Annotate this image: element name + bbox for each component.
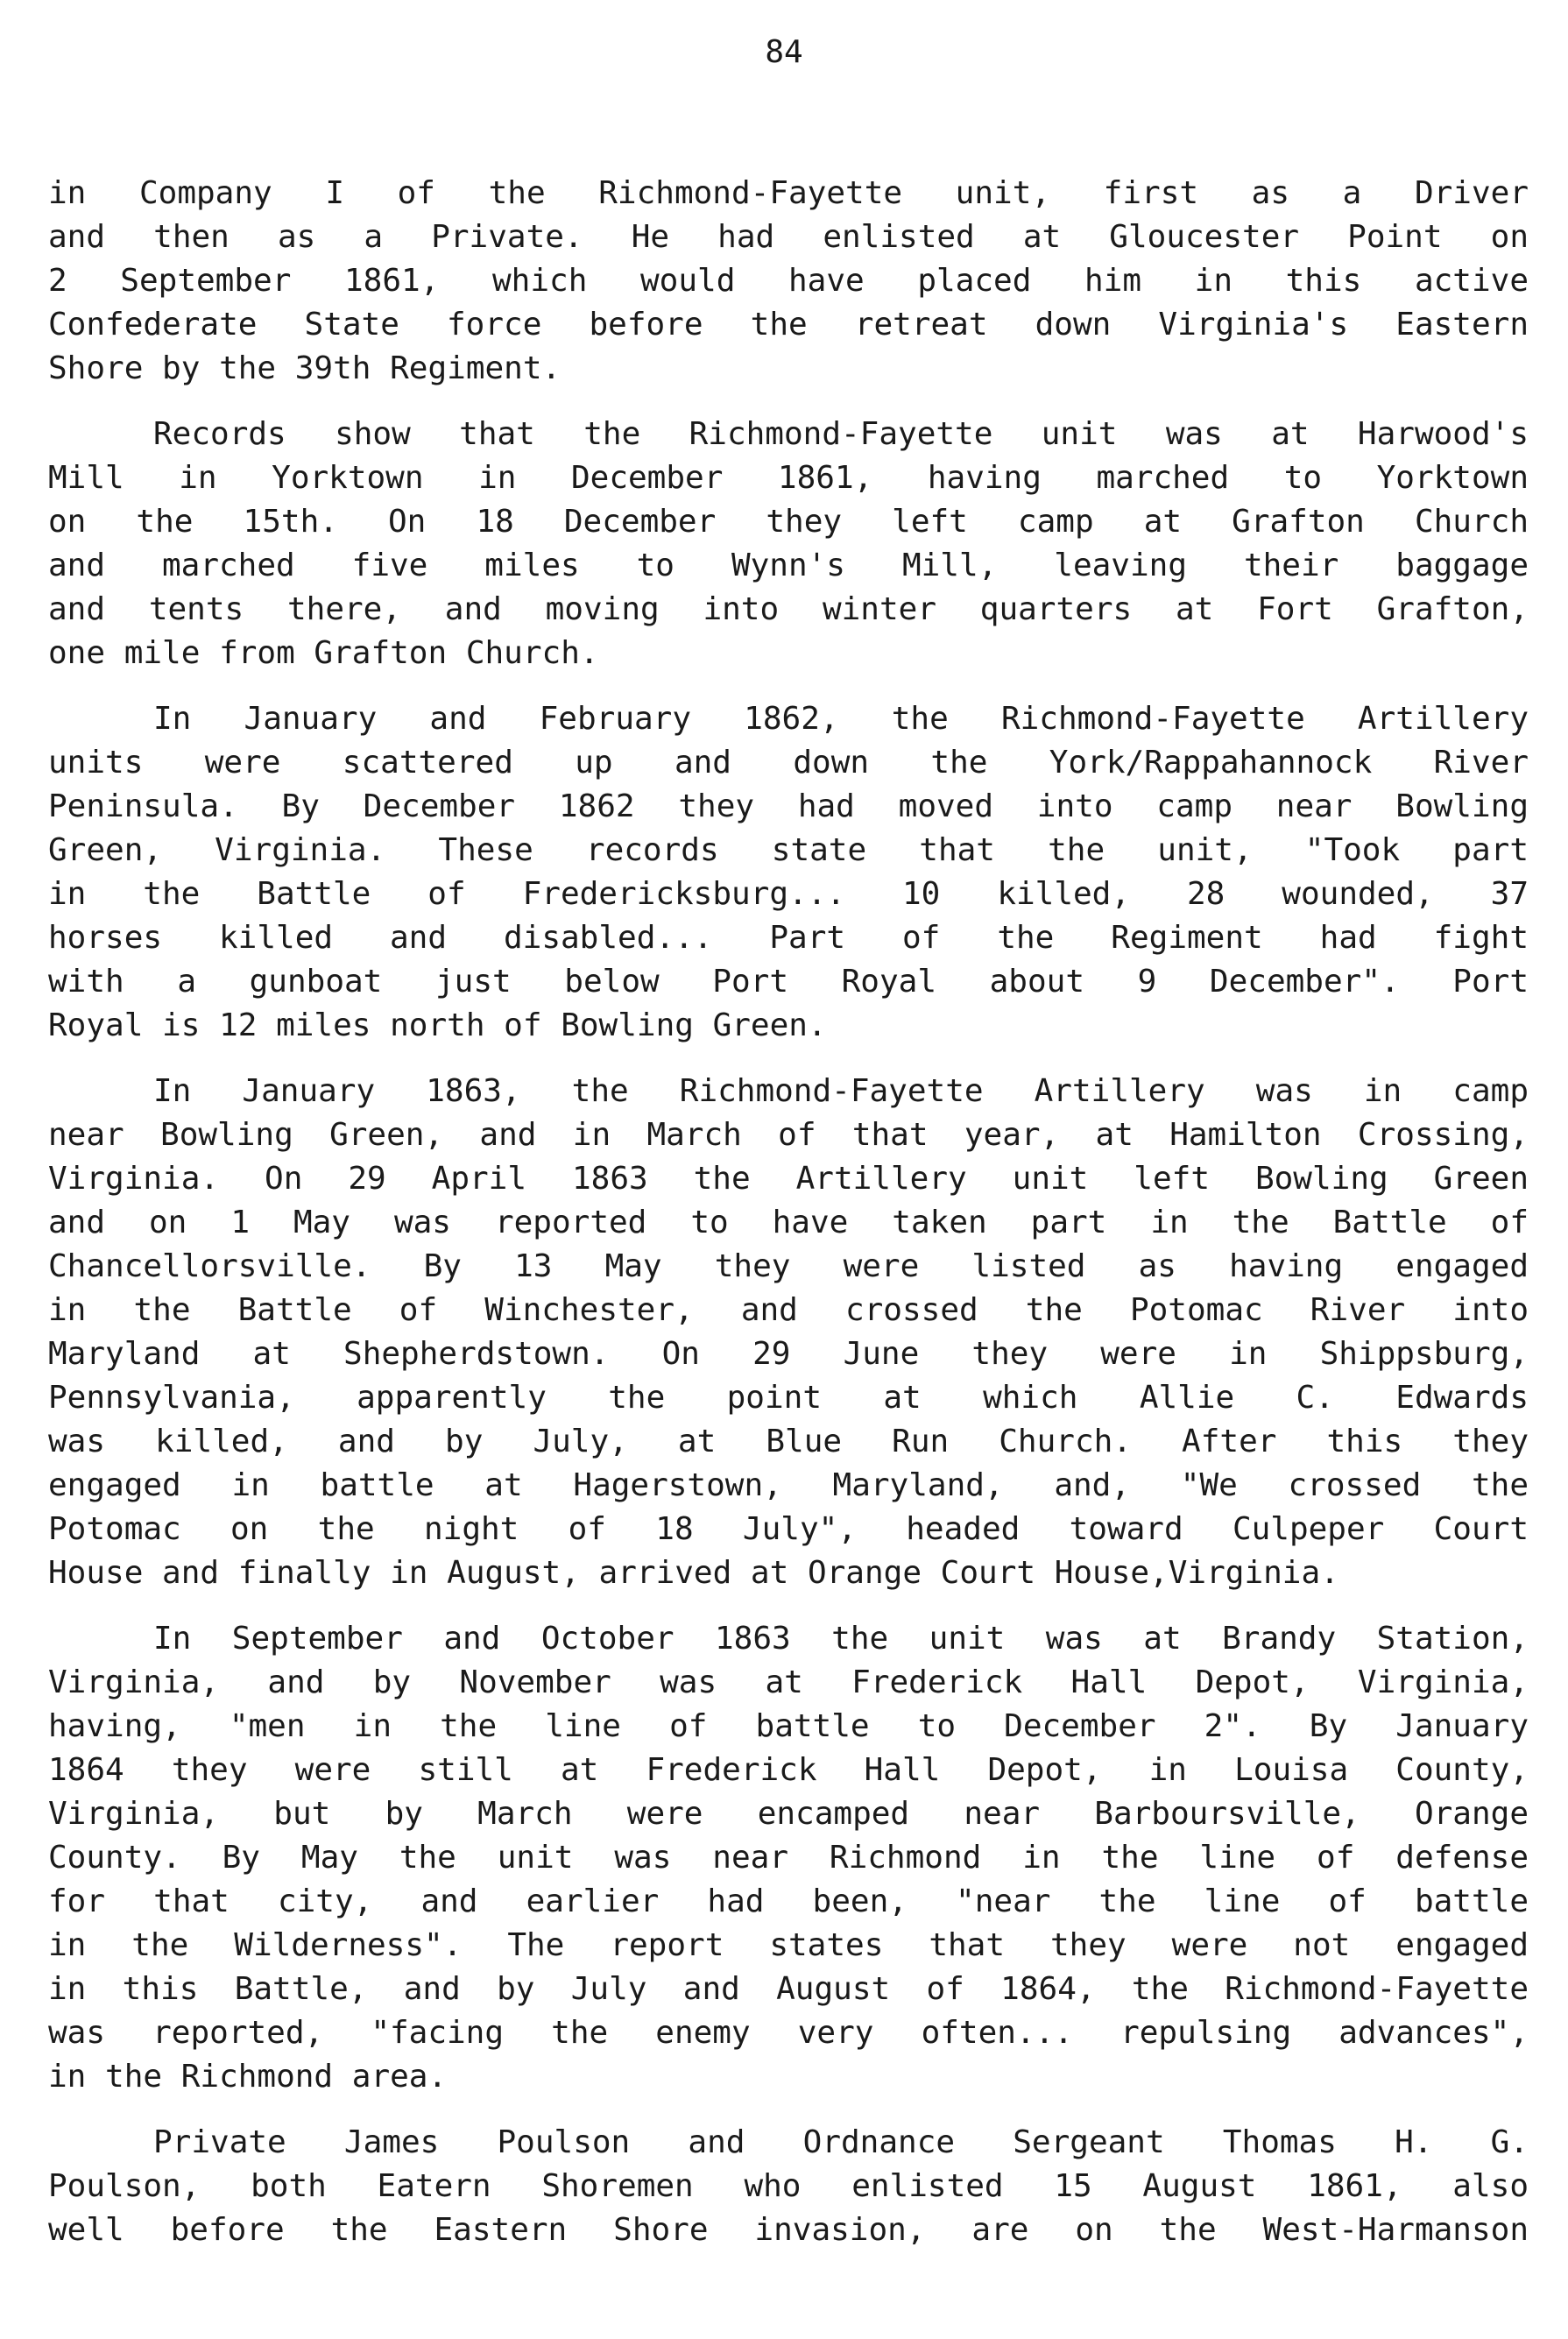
text-line: in the Wilderness". The report states that they were not engaged <box>48 1927 1529 1963</box>
text-line: and on 1 May was reported to have taken part in the Battle of <box>48 1205 1529 1240</box>
text-line: In January 1863, the Richmond-Fayette Artillery was in camp <box>153 1073 1529 1109</box>
paragraph <box>48 2121 1529 2252</box>
text-line: was killed, and by July, at Blue Run Church. After this they <box>48 1424 1529 1459</box>
text-line: Potomac on the night of 18 July", headed toward Culpeper Court <box>48 1511 1529 1547</box>
paragraph <box>48 697 1529 1048</box>
text-line: Chancellorsville. By 13 May they were listed as having engaged <box>48 1248 1529 1284</box>
text-line: Peninsula. By December 1862 they had moved into camp near Bowling <box>48 788 1529 824</box>
page-number: 84 <box>765 34 803 70</box>
text-line: In September and October 1863 the unit was at Brandy Station, <box>153 1621 1529 1657</box>
text-line: was reported, "facing the enemy very often... repulsing advances", <box>48 2015 1529 2051</box>
text-line: House and finally in August, arrived at Orange Court House,Virginia. <box>48 1555 1339 1591</box>
text-line: Green, Virginia. These records state that the unit, "Took part <box>48 832 1529 868</box>
paragraph <box>48 172 1529 391</box>
body-text <box>48 172 1529 2274</box>
text-line: Maryland at Shepherdstown. On 29 June they were in Shippsburg, <box>48 1336 1529 1372</box>
text-line: and marched five miles to Wynn's Mill, leaving their baggage <box>48 548 1529 583</box>
text-line: in Company I of the Richmond-Fayette unit, first as a Driver <box>48 175 1529 211</box>
text-line: Mill in Yorktown in December 1861, having marched to Yorktown <box>48 460 1529 496</box>
text-line: Pennsylvania, apparently the point at which Allie C. Edwards <box>48 1380 1529 1416</box>
text-line: for that city, and earlier had been, "near the line of battle <box>48 1883 1529 1919</box>
text-line: Royal is 12 miles north of Bowling Green. <box>48 1007 827 1043</box>
paragraph <box>48 413 1529 675</box>
text-line: having, "men in the line of battle to December 2". By January <box>48 1708 1529 1744</box>
text-line: Private James Poulson and Ordnance Sergeant Thomas H. G. <box>153 2124 1529 2160</box>
text-line: and tents there, and moving into winter quarters at Fort Grafton, <box>48 591 1529 627</box>
text-line: near Bowling Green, and in March of that year, at Hamilton Crossing, <box>48 1117 1529 1153</box>
text-line: 2 September 1861, which would have placed him in this active <box>48 263 1529 299</box>
text-line: on the 15th. On 18 December they left camp at Grafton Church <box>48 504 1529 540</box>
text-line: one mile from Grafton Church. <box>48 635 599 671</box>
text-line: in this Battle, and by July and August of 1864, the Richmond-Fayette <box>48 1971 1529 2007</box>
text-line: Virginia. On 29 April 1863 the Artillery unit left Bowling Green <box>48 1161 1529 1197</box>
text-line: engaged in battle at Hagerstown, Maryland, and, "We crossed the <box>48 1467 1529 1503</box>
text-line: Confederate State force before the retreat down Virginia's Eastern <box>48 307 1529 343</box>
paragraph <box>48 1617 1529 2099</box>
text-line: Virginia, and by November was at Frederick Hall Depot, Virginia, <box>48 1664 1529 1700</box>
text-line: in the Richmond area. <box>48 2059 448 2095</box>
text-line: Virginia, but by March were encamped near Barboursville, Orange <box>48 1796 1529 1832</box>
text-line: horses killed and disabled... Part of the Regiment had fight <box>48 920 1529 956</box>
text-line: and then as a Private. He had enlisted at Gloucester Point on <box>48 219 1529 255</box>
text-line: Records show that the Richmond-Fayette unit was at Harwood's <box>153 416 1529 452</box>
paragraph <box>48 1070 1529 1595</box>
text-line: with a gunboat just below Port Royal about 9 December". Port <box>48 964 1529 1000</box>
text-line: Shore by the 39th Regiment. <box>48 350 562 386</box>
text-line: in the Battle of Fredericksburg... 10 killed, 28 wounded, 37 <box>48 876 1529 912</box>
text-line: units were scattered up and down the York/Rappahannock River <box>48 745 1529 781</box>
text-line: in the Battle of Winchester, and crossed the Potomac River into <box>48 1292 1529 1328</box>
text-line: In January and February 1862, the Richmond-Fayette Artillery <box>153 701 1529 737</box>
text-line: Poulson, both Eatern Shoremen who enlisted 15 August 1861, also <box>48 2168 1529 2204</box>
text-line: County. By May the unit was near Richmond in the line of defense <box>48 1840 1529 1876</box>
text-line: well before the Eastern Shore invasion, are on the West-Harmanson <box>48 2212 1529 2248</box>
text-line: 1864 they were still at Frederick Hall Depot, in Louisa County, <box>48 1752 1529 1788</box>
